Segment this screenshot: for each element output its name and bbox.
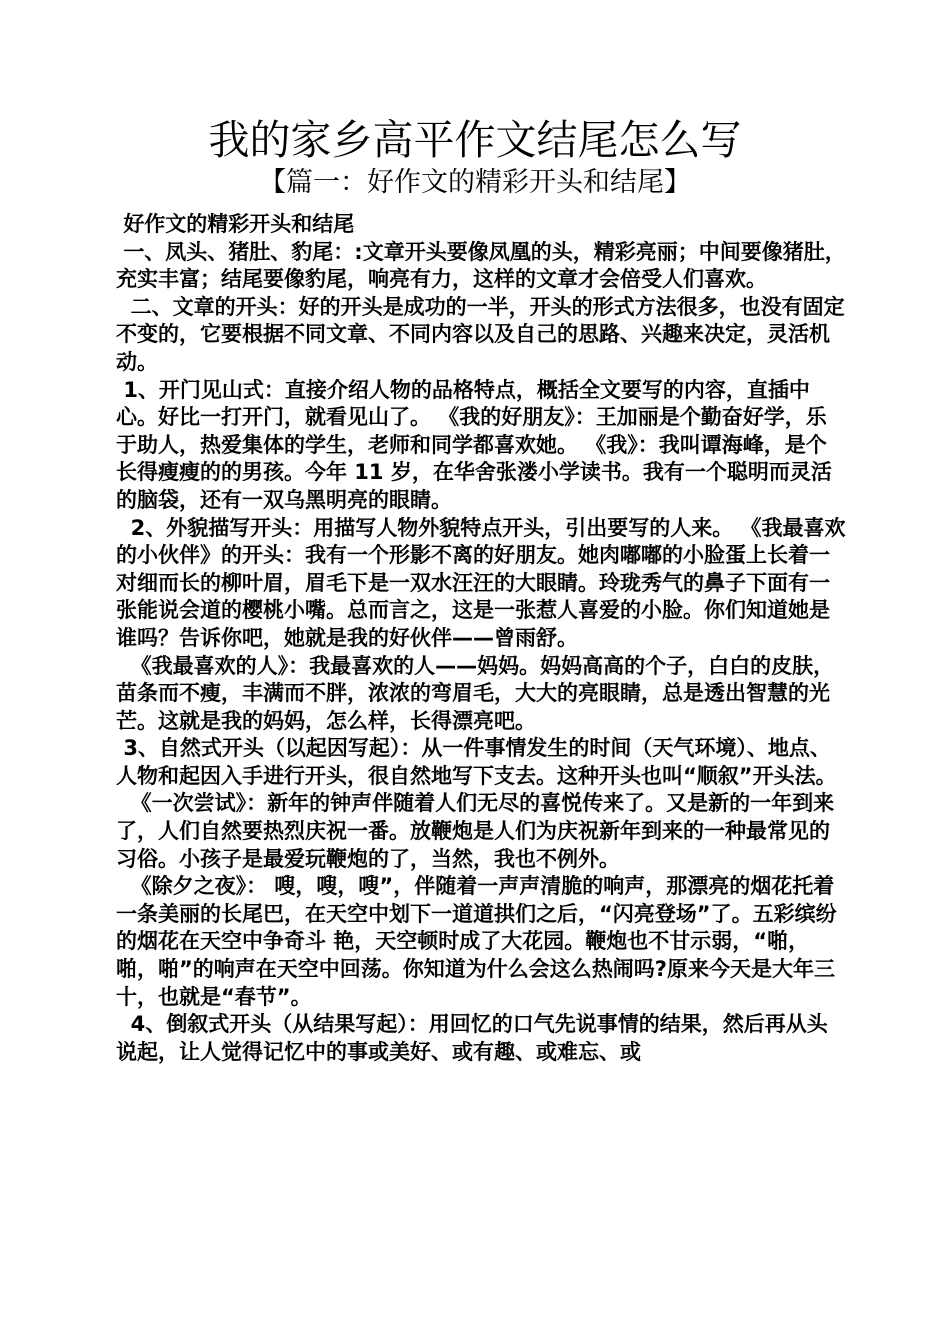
paragraph: 二、文章的开头：好的开头是成功的一半，开头的形式方法很多，也没有固定不变的，它要根据不同文章、不同内容以及自己的思路、兴趣来决定，灵活机动。 xyxy=(116,294,845,374)
paragraph: 4、倒叙式开头（从结果写起）：用回忆的口气先说事情的结果，然后再从头说起，让人觉得记忆中的事或美好、或有趣、或难忘、或 xyxy=(116,1012,828,1064)
paragraph: 《除夕之夜》： 嗖，嗖，嗖”，伴随着一声声清脆的响声，那漂亮的烟花托着一条美丽的长尾巴，在天空中划下一道道拱们之后，“闪亮登场”了。五彩缤纷的烟花在天空中争奇斗 艳，天空顿时成了大花园。鞭炮也不甘示弱，“啪，啪，啪”的响声在天空中回荡。你知道为什么会这么热闹吗?原来今天是大年三十，也就是“春节”。 xyxy=(116,874,837,1009)
paragraph: 3、自然式开头（以起因写起）：从一件事情发生的时间（天气环境）、地点、人物和起因入手进行开头，很自然地写下支去。这种开头也叫“顺叙”开头法。 xyxy=(116,736,837,788)
paragraph: 1、开门见山式：直接介绍人物的品格特点，概括全文要写的内容，直插中心。好比一打开门，就看见山了。 《我的好朋友》：王加丽是个勤奋好学，乐于助人，热爱集体的学生，老师和同学都喜欢她。 《我》：我叫谭海峰，是个长得瘦瘦的的男孩。今年 11 岁，在华舍张溇小学读书。我有一个聪明而灵活的脑袋，还有一双乌黑明亮的眼睛。 xyxy=(116,377,832,512)
document-title: 我的家乡高平作文结尾怎么写 xyxy=(208,116,742,164)
section-heading: 好作文的精彩开头和结尾 xyxy=(116,212,355,236)
document-subtitle: 【篇一：好作文的精彩开头和结尾】 xyxy=(259,167,691,198)
paragraph: 《我最喜欢的人》：我最喜欢的人——妈妈。妈妈高高的个子，白白的皮肤，苗条而不瘦，丰满而不胖，浓浓的弯眉毛，大大的亮眼睛，总是透出智慧的光芒。这就是我的妈妈，怎么样，长得漂亮吧。 xyxy=(116,653,835,733)
paragraph: 《一次尝试》：新年的钟声伴随着人们无尽的喜悦传来了。又是新的一年到来了，人们自然要热烈庆祝一番。放鞭炮是人们为庆祝新年到来的一种最常见的习俗。小孩子是最爱玩鞭炮的了，当然，我也不例外。 xyxy=(116,791,835,871)
document-body xyxy=(116,211,846,1066)
paragraph: 一、凤头、猪肚、豹尾：:文章开头要像凤凰的头，精彩亮丽；中间要像猪肚，充实丰富；结尾要像豹尾，响亮有力，这样的文章才会倍受人们喜欢。 xyxy=(116,239,846,292)
paragraph: 2、外貌描写开头：用描写人物外貌特点开头，引出要写的人来。 《我最喜欢的小伙伴》的开头：我有一个形影不离的好朋友。她肉嘟嘟的小脸蛋上长着一对细而长的柳叶眉，眉毛下是一双水汪汪的大眼睛。玲珑秀气的鼻子下面有一张能说会道的樱桃小嘴。总而言之，这是一张惹人喜爱的小脸。你们知道她是谁吗？告诉你吧，她就是我的好伙伴——曾雨舒。 xyxy=(116,515,846,650)
